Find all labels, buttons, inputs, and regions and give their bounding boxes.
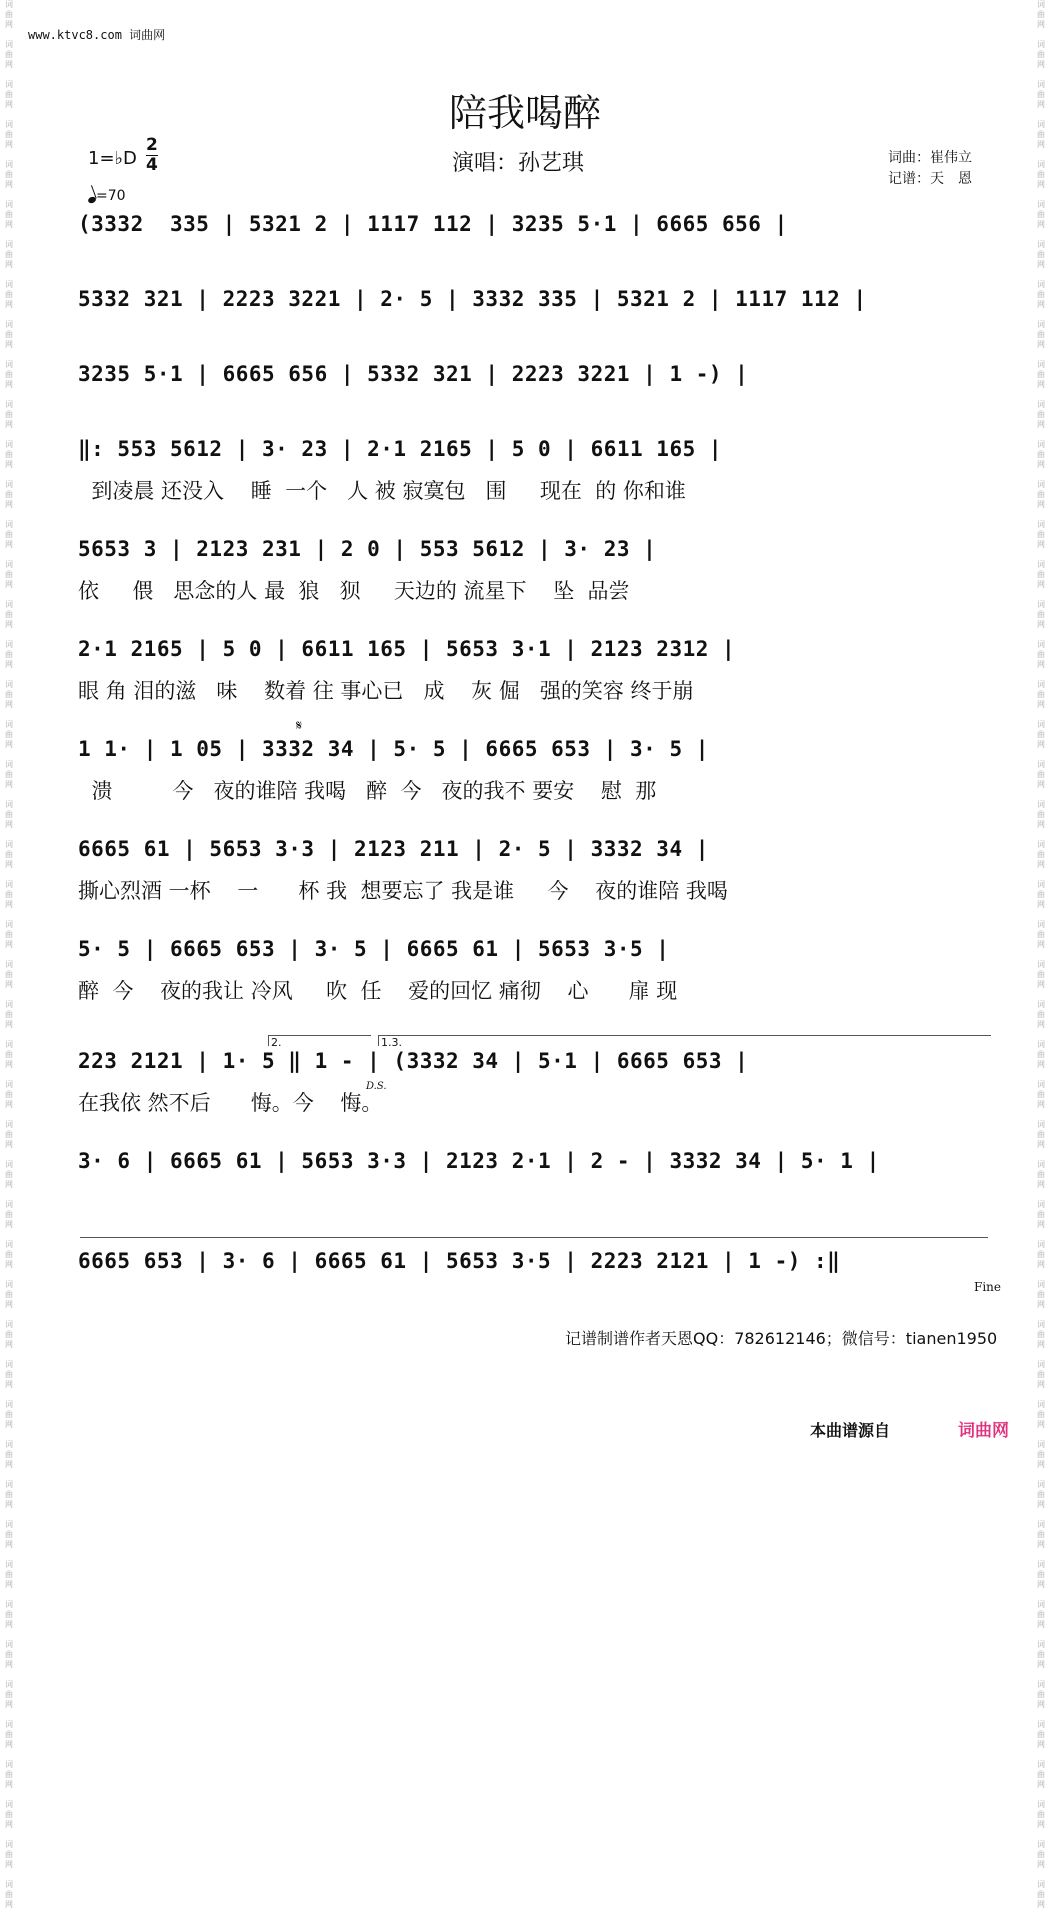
lyrics-line: 溃 今 夜的谁陪 我喝 醉 今 夜的我不 要安 慰 那 [78, 779, 657, 803]
notes-line: 1 1· | 1 05 | 3332 34 | 5· 5 | 6665 653 | 3· 5 | [78, 737, 709, 761]
notes-line: 6665 61 | 5653 3·3 | 2123 211 | 2· 5 | 3332 34 | [78, 837, 709, 861]
key-signature: 1=♭D [88, 148, 137, 169]
singer-label: 演唱：孙艺琪 [452, 151, 585, 176]
watermark-right: 词 曲 网 词 曲 网 词 曲 网 词 曲 网 词 曲 网 词 曲 网 词 曲 网 词 曲 网 词 曲 网 词 曲 网 词 曲 网 词 曲 网 词 曲 网 词 曲 网 词 曲 网 词 曲 网 词 曲 网 词 曲 网 词 曲 网 词 曲 网 词 曲 网 词 曲 网 词 曲 网 词 曲 网 词 曲 网 词 曲 网 词 曲 网 词 曲 网 词 曲 网 词 曲 网 词 曲 网 词 曲 网 词 曲 网 词 曲 网 词 曲 网 词 曲 网 词 曲 网 词 曲 网 词 曲 网 词 曲 网 词 曲 网 词 曲 网 词 曲 网 词 曲 网 词 曲 网 词 曲 网 词 曲 网 词 曲 网 [1037, 0, 1045, 1909]
transcriber-contact: 记谱制谱作者天恩QQ：782612146；微信号：tianen1950 [565, 1329, 998, 1348]
lyrics-line: 在我依 然不后 悔。今 悔。 [78, 1091, 383, 1115]
tempo-mark [88, 188, 126, 204]
fine-marker: Fine [974, 1280, 1001, 1294]
lyrics-line: 撕心烈酒 一杯 一 杯 我 想要忘了 我是谁 今 夜的谁陪 我喝 [78, 879, 728, 903]
notes-line: 3· 6 | 6665 61 | 5653 3·3 | 2123 2·1 | 2 - | 3332 34 | 5· 1 | [78, 1149, 880, 1173]
credits-block [888, 148, 972, 190]
notes-line: 3235 5·1 | 6665 656 | 5332 321 | 2223 3221 | 1 -) | [78, 362, 749, 386]
notes-line: (3332 335 | 5321 2 | 1117 112 | 3235 5·1 | 6665 656 | [78, 212, 788, 236]
volta-1-3: 1.3. [378, 1035, 991, 1046]
lyrics-line: 眼 角 泪的滋 味 数着 往 事心已 成 灰 倔 强的笑容 终于崩 [78, 679, 694, 703]
lyrics-line: 醉 今 夜的我让 冷风 吹 任 爱的回忆 痛彻 心 扉 现 [78, 979, 678, 1003]
notes-line: 5332 321 | 2223 3221 | 2· 5 | 3332 335 | 5321 2 | 1117 112 | [78, 287, 867, 311]
source-label: 本曲谱源自 [810, 1421, 891, 1440]
site-label: www.ktvc8.com 词曲网 [28, 28, 166, 42]
ds-marker: D.S. [366, 1081, 387, 1092]
lyrics-line: 到凌晨 还没入 睡 一个 人 被 寂寞包 围 现在 的 你和谁 [78, 479, 686, 503]
notes-line: 2·1 2165 | 5 0 | 6611 165 | 5653 3·1 | 2123 2312 | [78, 637, 736, 661]
lyrics-line: 依 偎 思念的人 最 狼 狈 天边的 流星下 坠 品尝 [78, 579, 630, 603]
time-signature [146, 136, 158, 175]
notes-line: 5653 3 | 2123 231 | 2 0 | 553 5612 | 3· 23 | [78, 537, 657, 561]
site-logo: 词曲网 [958, 1421, 1009, 1441]
final-line [80, 1237, 988, 1238]
time-signature-top: 2 [146, 135, 158, 155]
notes-line: 5· 5 | 6665 653 | 3· 5 | 6665 61 | 5653 3·5 | [78, 937, 670, 961]
segno-sign: 𝄋 [296, 718, 303, 734]
notes-line: 223 2121 | 1· 5 ‖ 1 - | (3332 34 | 5·1 | 6665 653 | [78, 1049, 749, 1073]
notes-line: ‖: 553 5612 | 3· 23 | 2·1 2165 | 5 0 | 6611 165 | [78, 437, 723, 461]
time-signature-bottom: 4 [146, 155, 158, 175]
song-title: 陪我喝醉 [448, 91, 601, 135]
transcriber-credit: 记谱：天 恩 [888, 171, 972, 187]
lyrics-music-credit: 词曲：崔伟立 [888, 150, 972, 166]
watermark-left: 词 曲 网 词 曲 网 词 曲 网 词 曲 网 词 曲 网 词 曲 网 词 曲 网 词 曲 网 词 曲 网 词 曲 网 词 曲 网 词 曲 网 词 曲 网 词 曲 网 词 曲 网 词 曲 网 词 曲 网 词 曲 网 词 曲 网 词 曲 网 词 曲 网 词 曲 网 词 曲 网 词 曲 网 词 曲 网 词 曲 网 词 曲 网 词 曲 网 词 曲 网 词 曲 网 词 曲 网 词 曲 网 词 曲 网 词 曲 网 词 曲 网 词 曲 网 词 曲 网 词 曲 网 词 曲 网 词 曲 网 词 曲 网 词 曲 网 词 曲 网 词 曲 网 词 曲 网 词 曲 网 词 曲 网 词 曲 网 [5, 0, 13, 1909]
notes-line: 6665 653 | 3· 6 | 6665 61 | 5653 3·5 | 2223 2121 | 1 -) :‖ [78, 1249, 841, 1273]
volta-2: 2. [268, 1035, 371, 1046]
tempo-value: =70 [96, 188, 126, 204]
